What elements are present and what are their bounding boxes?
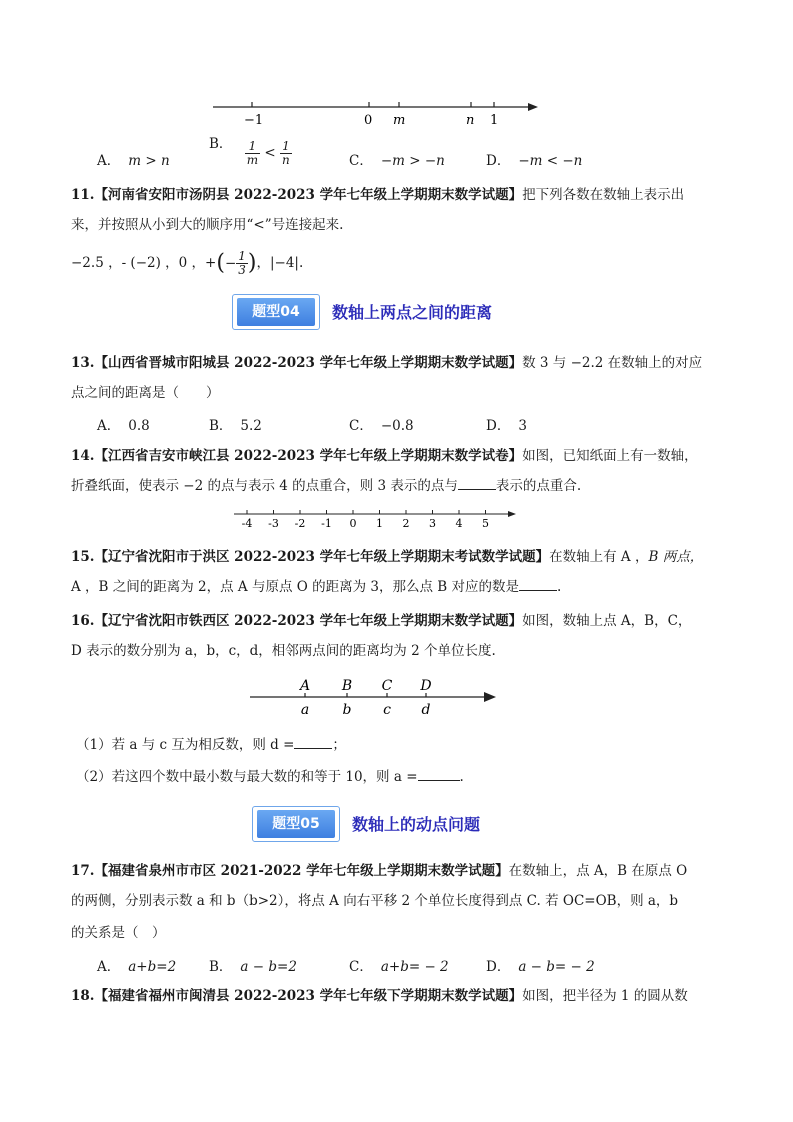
answer-blank[interactable] bbox=[294, 736, 332, 749]
tick-label: m bbox=[393, 113, 406, 128]
fraction: $\frac{1}{n}$ bbox=[282, 139, 290, 167]
question-16-part1: （1）若 a 与 c 互为相反数，则 d = ； bbox=[76, 737, 346, 753]
option-d[interactable]: D． a − b= − 2 bbox=[486, 959, 595, 975]
question-14-cont: 折叠纸面，使表示 −2 的点与表示 4 的点重合，则 3 表示的点与 表示的点重合. bbox=[71, 478, 582, 494]
tick-label: 0 bbox=[349, 517, 357, 530]
question-17-cont: 的两侧，分别表示数 a 和 b（b>2），将点 A 向右平移 2 个单位长度得到点 C. 若 OC=OB，则 a，b bbox=[71, 893, 679, 909]
option-d[interactable]: D． −m < −n bbox=[486, 153, 583, 169]
value-label: a bbox=[300, 702, 310, 718]
question-15: 15.【辽宁省沈阳市于洪区 2022-2023 学年七年级上学期期末考试数学试题】在数轴上有 A ，B 两点， bbox=[71, 549, 704, 565]
tick-label: -3 bbox=[268, 517, 279, 530]
value-label: c bbox=[383, 702, 391, 718]
question-16-cont: D 表示的数分别为 a，b，c，d，相邻两点间的距离均为 2 个单位长度. bbox=[71, 643, 496, 659]
value-label: b bbox=[342, 702, 352, 718]
question-11-cont: 来，并按照从小到大的顺序用“<”号连接起来. bbox=[71, 217, 344, 233]
value-label: d bbox=[421, 702, 431, 718]
option-c[interactable]: C． −m > −n bbox=[349, 153, 445, 169]
option-d[interactable]: D． 3 bbox=[486, 418, 527, 434]
option-a[interactable]: A． m > n bbox=[97, 153, 170, 169]
question-11-numbers: −2.5 ，- (−2) ，0 ，+(− $\frac{1}{3}$ )，|−4|. bbox=[71, 249, 304, 277]
question-14: 14.【江西省吉安市峡江县 2022-2023 学年七年级上学期期末数学试卷】如图，已知纸面上有一数轴， bbox=[71, 448, 698, 464]
point-label: D bbox=[420, 678, 432, 694]
section-tag: 题型05 bbox=[252, 806, 340, 842]
option-b[interactable]: B． a − b=2 bbox=[209, 959, 297, 975]
answer-blank[interactable] bbox=[519, 578, 557, 591]
point-label: A bbox=[299, 678, 311, 694]
option-c[interactable]: C． a+b= − 2 bbox=[349, 959, 449, 975]
tick-label: 1 bbox=[376, 517, 383, 530]
answer-blank[interactable] bbox=[458, 477, 496, 490]
tick-label: 4 bbox=[455, 517, 463, 530]
tick-label: −1 bbox=[244, 113, 264, 128]
section-tag: 题型04 bbox=[232, 294, 320, 330]
number-line-integers bbox=[232, 505, 522, 535]
tick-label: 5 bbox=[482, 517, 489, 530]
section-title: 数轴上两点之间的距离 bbox=[332, 303, 493, 322]
section-banner-05 bbox=[252, 806, 552, 842]
option-c[interactable]: C． −0.8 bbox=[349, 418, 414, 434]
tick-label: n bbox=[466, 113, 475, 128]
option-b[interactable]: B． 5.2 bbox=[209, 418, 262, 434]
tick-label: 1 bbox=[490, 113, 499, 128]
section-title: 数轴上的动点问题 bbox=[352, 815, 481, 834]
option-a[interactable]: A． a+b=2 bbox=[97, 959, 177, 975]
fraction: $\frac{1}{m}$ bbox=[246, 139, 259, 167]
question-17-cont2: 的关系是（ ） bbox=[71, 925, 166, 941]
question-17: 17.【福建省泉州市市区 2021-2022 学年七年级上学期期末数学试题】在数轴上，点 A，B 在原点 O bbox=[71, 863, 688, 879]
number-line-abcd bbox=[248, 676, 500, 720]
number-line-mn bbox=[210, 98, 540, 128]
question-13: 13.【山西省晋城市阳城县 2022-2023 学年七年级上学期期末数学试题】数 3 与 −2.2 在数轴上的对应 bbox=[71, 355, 703, 371]
fraction: $\frac{1}{3}$ bbox=[238, 249, 246, 277]
tick-label: -2 bbox=[294, 517, 306, 530]
question-13-cont: 点之间的距离是（ ） bbox=[71, 385, 220, 401]
tick-label: 3 bbox=[429, 517, 436, 530]
section-banner-04 bbox=[232, 294, 572, 330]
point-label: C bbox=[381, 678, 393, 694]
answer-blank[interactable] bbox=[418, 768, 460, 781]
option-a[interactable]: A． 0.8 bbox=[97, 418, 150, 434]
tick-label: 2 bbox=[402, 517, 410, 530]
question-15-cont: A ，B 之间的距离为 2，点 A 与原点 O 的距离为 3，那么点 B 对应的数是 . bbox=[71, 579, 562, 595]
tick-label: 0 bbox=[364, 113, 373, 128]
question-16-part2: （2）若这四个数中最小数与最大数的和等于 10，则 a = . bbox=[76, 769, 464, 785]
question-11: 11.【河南省安阳市汤阴县 2022-2023 学年七年级上学期期末数学试题】把下列各数在数轴上表示出 bbox=[71, 187, 685, 203]
tick-label: -1 bbox=[321, 517, 332, 530]
question-18: 18.【福建省福州市闽清县 2022-2023 学年七年级下学期期末数学试题】如图，把半径为 1 的圆从数 bbox=[71, 988, 688, 1004]
question-16: 16.【辽宁省沈阳市铁西区 2022-2023 学年七年级上学期期末数学试题】如图，数轴上点 A，B，C， bbox=[71, 613, 692, 629]
tick-label: -4 bbox=[241, 517, 253, 530]
point-label: B bbox=[341, 678, 353, 694]
option-b[interactable]: B． $\frac{1}{m}$ < $\frac{1}{n}$ bbox=[209, 136, 290, 167]
